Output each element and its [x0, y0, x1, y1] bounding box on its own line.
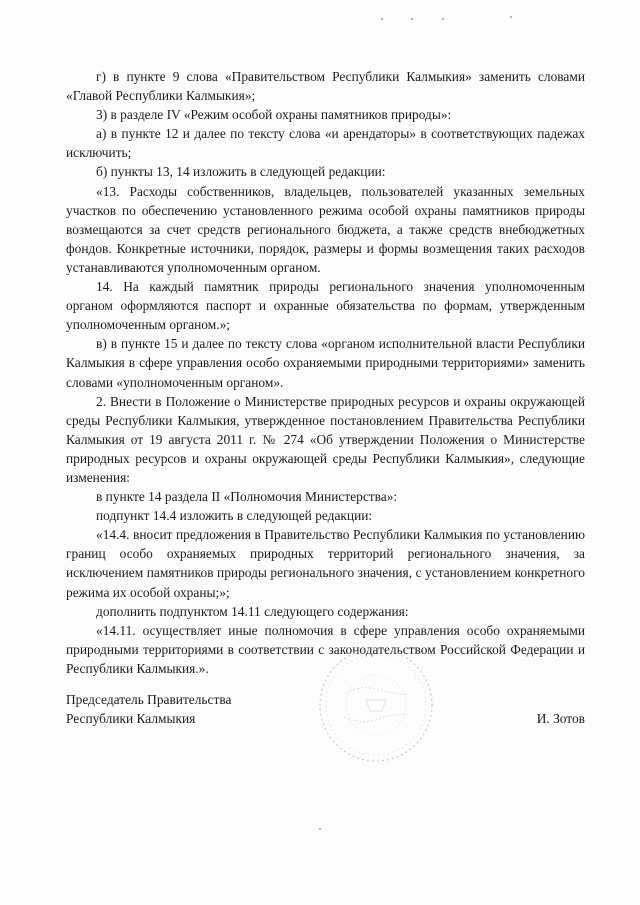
scan-artifact-dot: [411, 18, 413, 20]
document-body: [66, 67, 585, 678]
paragraph: «13. Расходы собственников, владельцев, пользователей указанных земельных участков по обеспечению установленного режима особой охраны памятников природы возмещаются за счет средств регионального бюджета, а также средств внебюджетных фондов. Конкретные источники, порядок, размеры и формы возмещения таких расходов устанавливаются уполномоченным органом.: [66, 183, 585, 275]
scan-artifact-dot: [381, 18, 383, 20]
paragraph: г) в пункте 9 слова «Правительством Республики Калмыкия» заменить словами «Главой Республики Калмыкия»;: [66, 69, 585, 104]
signatory-title-line: Республики Калмыкия: [66, 711, 196, 726]
paragraph: в пункте 14 раздела II «Полномочия Министерства»:: [96, 489, 398, 505]
signatory-name: И. Зотов: [536, 711, 585, 726]
paragraph: «14.11. осуществляет иные полномочия в сфере управления особо охраняемыми природными территориями в соответствии с законодательством Российской Федерации и Республики Калмыкия.».: [66, 622, 585, 676]
signature-block: [66, 690, 585, 730]
paragraph: 2. Внести в Положение о Министерстве природных ресурсов и охраны окружающей среды Республики Калмыкия, утвержденное постановлением Правительства Республики Калмыкия от 19 августа 2011 г. № 274 «Об утверждении Положения о Министерстве природных ресурсов и охраны окружающей среды Республики Калмыкия», следующие изменения:: [66, 393, 585, 485]
scan-artifact-dot: [319, 828, 321, 830]
paragraph: 14. На каждый памятник природы регионального значения уполномоченным органом оформляются паспорт и охранные обязательства по формам, утвержденным уполномоченным органом.»;: [66, 279, 585, 333]
paragraph: 3) в разделе IV «Режим особой охраны памятников природы»:: [96, 107, 452, 123]
paragraph: дополнить подпунктом 14.11 следующего содержания:: [96, 603, 409, 619]
signatory-title-line: Председатель Правительства: [66, 692, 232, 707]
paragraph: в) в пункте 15 и далее по тексту слова «органом исполнительной власти Республики Калмыкия в сфере управления особо охраняемыми природными территориями» заменить словами «уполномоченным органом».: [66, 336, 585, 390]
paragraph: а) в пункте 12 и далее по тексту слова «и арендаторы» в соответствующих падежах исключить;: [66, 126, 585, 161]
paragraph: «14.4. вносит предложения в Правительство Республики Калмыкия по установлению границ особо охраняемых природных территорий регионального значения, за исключением памятников природы регионального значения, с установлением конкретного режима их особой охраны;»;: [66, 527, 585, 600]
signatory-title: [66, 690, 231, 728]
paragraph: подпункт 14.4 изложить в следующей редакции:: [96, 508, 373, 524]
paragraph: б) пункты 13, 14 изложить в следующей редакции:: [96, 164, 386, 180]
scan-artifact-dot: [442, 18, 444, 20]
scan-artifact-dot: [510, 16, 512, 18]
